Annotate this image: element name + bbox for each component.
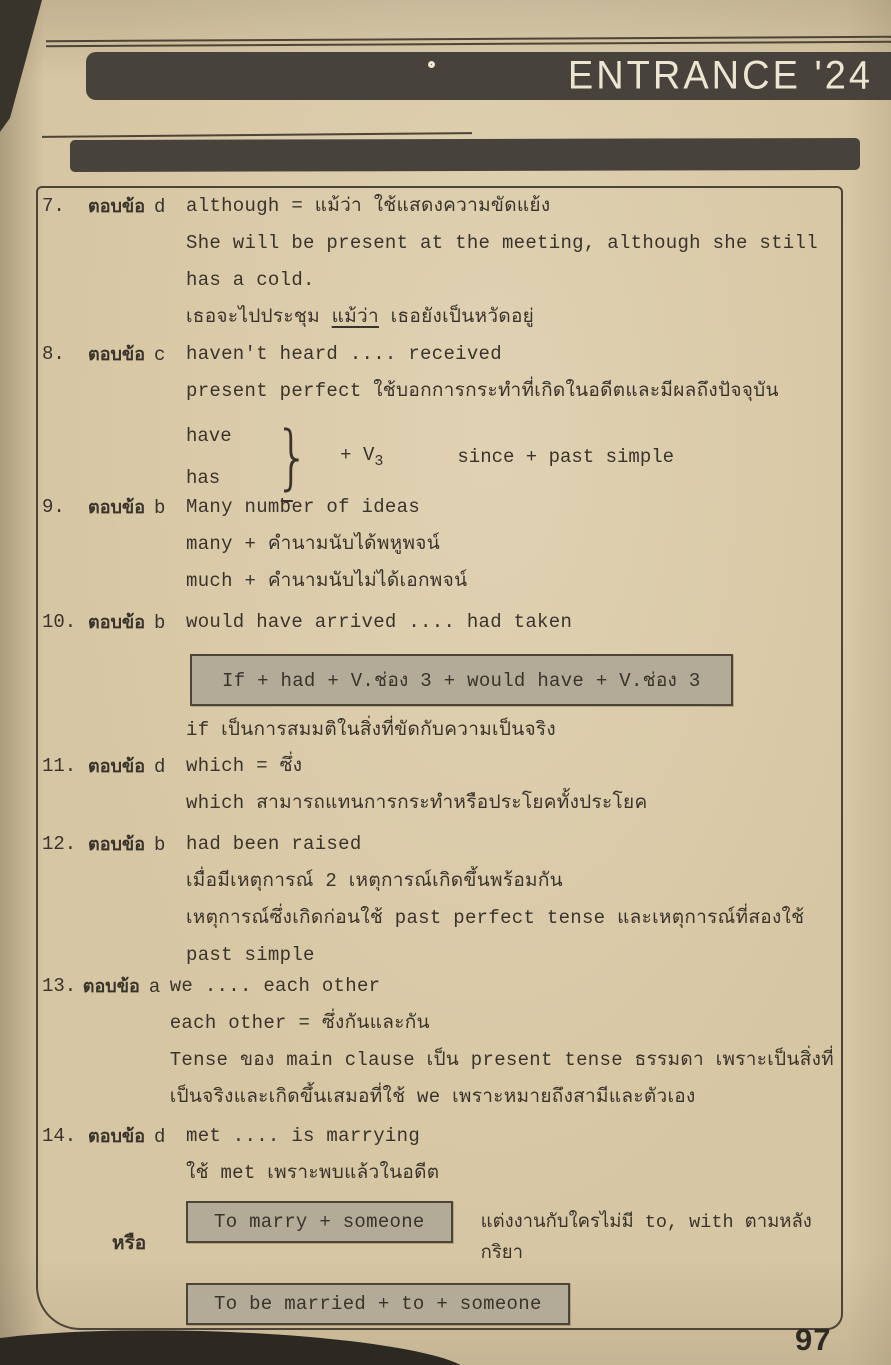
- answer-cell: [88, 489, 186, 527]
- ring-dot-icon: [428, 61, 435, 68]
- answer-cell: [88, 188, 186, 226]
- answer-label: ตอบข้อ: [88, 196, 146, 217]
- answer-cell: [88, 1118, 186, 1156]
- explanation-body: [186, 489, 834, 600]
- explanation-line: if เป็นการสมมติในสิ่งที่ขัดกับความเป็นจริง: [186, 719, 556, 741]
- explanation-line: She will be present at the meeting, although she still: [186, 232, 818, 254]
- explanation-body: [186, 188, 834, 336]
- explanation-line: Many number of ideas: [186, 496, 421, 518]
- item-number: 13.: [42, 975, 77, 997]
- answer-choice: d: [154, 1126, 166, 1148]
- explanation-line: เป็นจริงและเกิดขึ้นเสมอที่ใช้ we เพราะหมายถึงสามีและตัวเอง: [169, 1086, 696, 1108]
- explanation-body: [186, 1118, 834, 1325]
- answer-item-12: [42, 826, 834, 974]
- grammar-formula: [186, 416, 834, 498]
- explanation-line: haven't heard .... received: [186, 343, 502, 365]
- item-number: 7.: [42, 195, 65, 217]
- double-rule-line: [46, 36, 891, 47]
- answer-label: ตอบข้อ: [88, 756, 146, 777]
- item-number: 12.: [42, 833, 77, 855]
- explanation-line: although = แม้ว่า ใช้แสดงความขัดแย้ง: [186, 195, 551, 217]
- formula-verb-options: [186, 419, 232, 495]
- formula-have: have: [186, 425, 232, 447]
- explanation-line: which สามารถแทนการกระทำหรือประโยคทั้งประโยค: [186, 792, 648, 814]
- answer-choice: d: [154, 196, 166, 218]
- explanation-line: met .... is marrying: [186, 1125, 421, 1147]
- answer-item-7: [42, 188, 834, 336]
- answer-label: ตอบข้อ: [88, 1126, 146, 1147]
- grammar-rule-box: To marry + someone: [186, 1201, 453, 1243]
- explanation-body: [170, 968, 834, 1116]
- side-note: [481, 1201, 812, 1269]
- explanation-line: each other = ซึ่งกันและกัน: [169, 1012, 430, 1034]
- answer-choice: d: [154, 756, 166, 778]
- grammar-rule-box: To be married + to + someone: [186, 1283, 570, 1325]
- translation-post: เธอยังเป็นหวัดอยู่: [378, 306, 535, 328]
- item-number: 10.: [42, 611, 77, 633]
- explanation-line: ใช้ met เพราะพบแล้วในอดีต: [186, 1162, 440, 1184]
- explanation-line: we .... each other: [169, 975, 381, 997]
- marry-rule-row: [186, 1201, 834, 1269]
- explanation-line: เหตุการณ์ซึ่งเกิดก่อนใช้ past perfect tense และเหตุการณ์ที่สองใช้: [186, 907, 805, 929]
- page-number: 97: [795, 1322, 832, 1357]
- item-number: 14.: [42, 1125, 77, 1147]
- explanation-line-thai-translation: [186, 299, 834, 336]
- explanation-body: [186, 604, 834, 749]
- answer-label: ตอบข้อ: [88, 612, 146, 633]
- explanation-line: Tense ของ main clause เป็น present tense ธรรมดา เพราะเป็นสิ่งที่: [169, 1049, 834, 1071]
- explanation-line: much + คำนามนับไม่ได้เอกพจน์: [186, 570, 468, 592]
- answer-choice: c: [154, 344, 166, 366]
- formula-has: has: [186, 467, 221, 489]
- answer-item-10: [42, 604, 834, 749]
- side-note-line: กริยา: [480, 1243, 524, 1264]
- answer-label: ตอบข้อ: [88, 497, 146, 518]
- answer-item-11: [42, 748, 834, 822]
- answer-choice: b: [154, 497, 166, 519]
- or-label: หรือ: [112, 1232, 147, 1254]
- band-rule-line: [42, 132, 472, 138]
- explanation-line: เมื่อมีเหตุการณ์ 2 เหตุการณ์เกิดขึ้นพร้อมกัน: [186, 870, 563, 892]
- answer-choice: b: [154, 834, 166, 856]
- brace-glyph: }: [274, 416, 310, 498]
- formula-since-clause: since + past simple: [457, 446, 675, 468]
- item-number: 8.: [42, 343, 65, 365]
- explanation-line: which = ซึ่ง: [186, 755, 303, 777]
- header-banner: [86, 52, 891, 100]
- answer-item-8: [42, 336, 834, 498]
- answer-choice: b: [154, 612, 166, 634]
- curly-brace-icon: [274, 416, 310, 498]
- answer-cell: [88, 826, 186, 864]
- translation-pre: เธอจะไปประชุม: [186, 306, 332, 328]
- explanation-line: would have arrived .... had taken: [186, 611, 573, 633]
- answer-label: ตอบข้อ: [88, 834, 146, 855]
- page-bottom-shadow: [0, 1324, 471, 1365]
- grammar-rule-box: If + had + V.ช่อง 3 + would have + V.ช่อง 3: [190, 654, 733, 706]
- explanation-body: [186, 336, 834, 498]
- explanation-body: [186, 826, 834, 974]
- answer-cell: [88, 604, 186, 642]
- answer-cell: [88, 336, 186, 374]
- answer-choice: a: [148, 976, 161, 998]
- divider-band: [70, 138, 860, 172]
- answer-cell: [88, 748, 186, 786]
- answer-label: ตอบข้อ: [82, 976, 140, 997]
- formula-verb3: [340, 444, 383, 470]
- explanation-body: [186, 748, 834, 822]
- explanation-line: present perfect ใช้บอกการกระทำที่เกิดในอดีตและมีผลถึงปัจจุบัน: [186, 380, 779, 402]
- answer-item-14: [42, 1118, 834, 1325]
- translation-underlined-word: แม้ว่า: [331, 306, 379, 328]
- page-corner-shadow: [0, 0, 46, 140]
- item-number: 9.: [42, 496, 65, 518]
- item-number: 11.: [42, 755, 77, 777]
- answer-item-9: [42, 489, 834, 600]
- answer-item-13: [42, 968, 834, 1116]
- answer-label: ตอบข้อ: [88, 344, 146, 365]
- answer-cell: [83, 968, 170, 1006]
- banner-title: ENTRANCE '24: [567, 53, 873, 98]
- verb-subscript: 3: [374, 452, 384, 470]
- explanation-line: had been raised: [186, 833, 362, 855]
- side-note-line: แต่งงานกับใครไม่มี to, with ตามหลัง: [480, 1212, 812, 1233]
- explanation-line: has a cold.: [186, 269, 315, 291]
- explanation-line: past simple: [186, 944, 315, 966]
- verb-text: + V: [340, 444, 375, 467]
- explanation-line: many + คำนามนับได้พหูพจน์: [186, 533, 441, 555]
